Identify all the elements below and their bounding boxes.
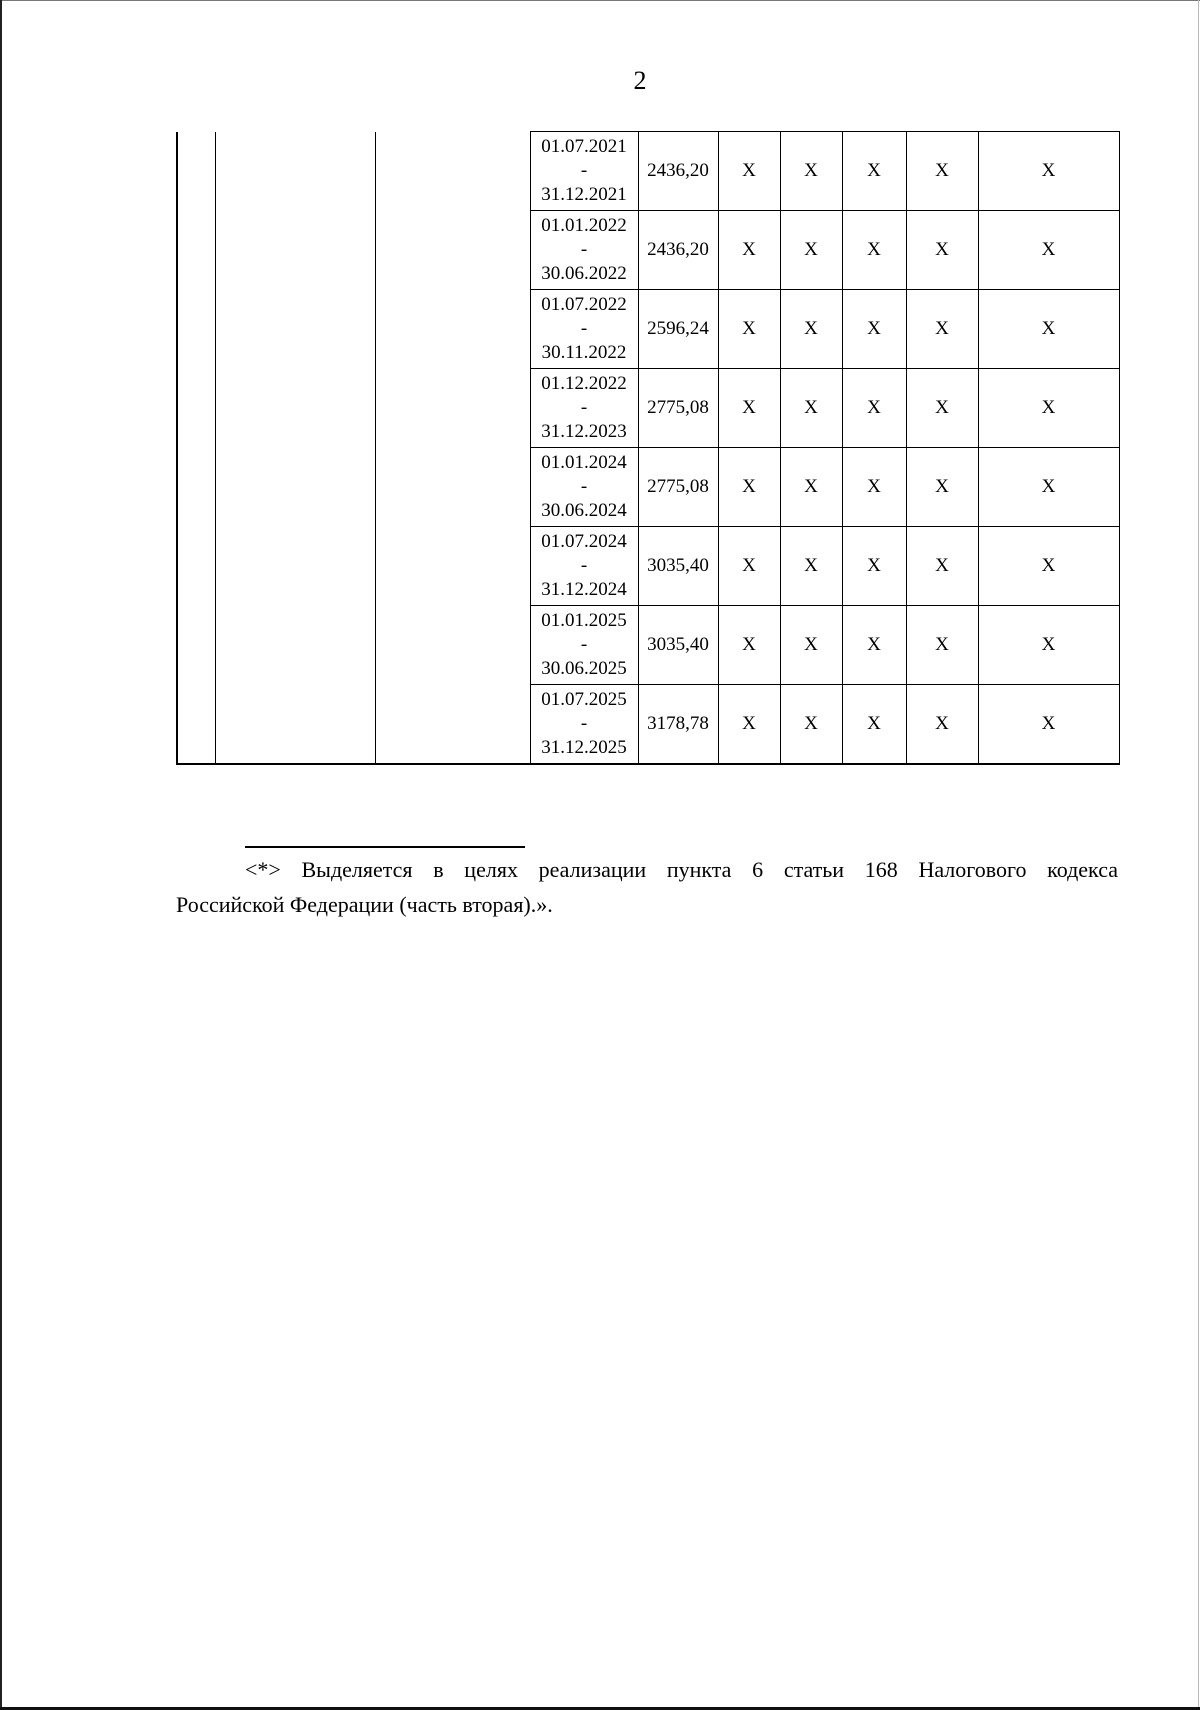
period-end: 30.06.2025 [541,658,627,679]
empty-cell [375,290,530,369]
x-mark-cell: X [906,290,978,369]
period-start: 01.01.2022 [541,215,627,236]
x-mark-cell: X [842,685,906,765]
sep: - [580,713,588,734]
sep: - [580,397,588,418]
x-mark-cell: X [842,211,906,290]
x-mark-cell: X [718,369,780,448]
period-cell [530,606,638,685]
table-row [177,606,1119,685]
x-mark-cell: X [718,132,780,211]
x-mark-cell: X [978,290,1119,369]
period-end: 31.12.2021 [541,184,627,205]
x-mark-cell: X [780,448,842,527]
x-mark-cell: X [906,369,978,448]
value-cell: 2596,24 [638,290,718,369]
scan-border-top [0,0,1200,1]
x-mark-cell: X [842,606,906,685]
sep: - [580,160,588,181]
x-mark-cell: X [780,132,842,211]
table-row [177,211,1119,290]
period-end: 31.12.2023 [541,421,627,442]
x-mark-cell: X [978,685,1119,765]
empty-cell [215,606,375,685]
x-mark-cell: X [906,211,978,290]
empty-cell [375,132,530,211]
footnote [176,852,1118,922]
scan-border-right [1198,0,1199,1710]
period-cell [530,448,638,527]
x-mark-cell: X [718,211,780,290]
x-mark-cell: X [842,290,906,369]
x-mark-cell: X [780,290,842,369]
x-mark-cell: X [906,448,978,527]
period-end: 30.06.2022 [541,263,627,284]
empty-cell [177,448,215,527]
period-cell [530,132,638,211]
table-row [177,527,1119,606]
empty-cell [177,290,215,369]
empty-cell [215,527,375,606]
empty-cell [177,211,215,290]
x-mark-cell: X [780,369,842,448]
empty-cell [215,369,375,448]
rates-table [176,131,1120,765]
period-start: 01.12.2022 [541,373,627,394]
period-cell [530,369,638,448]
x-mark-cell: X [842,527,906,606]
empty-cell [375,369,530,448]
period-end: 31.12.2025 [541,737,627,758]
value-cell: 3035,40 [638,527,718,606]
table-row [177,685,1119,765]
x-mark-cell: X [978,606,1119,685]
period-end: 30.06.2024 [541,500,627,521]
value-cell: 3178,78 [638,685,718,765]
period-cell [530,527,638,606]
value-cell: 2775,08 [638,448,718,527]
x-mark-cell: X [718,290,780,369]
empty-cell [215,685,375,765]
empty-cell [375,685,530,765]
x-mark-cell: X [978,448,1119,527]
table-body [177,132,1119,765]
x-mark-cell: X [780,527,842,606]
x-mark-cell: X [780,685,842,765]
period-cell [530,290,638,369]
x-mark-cell: X [906,685,978,765]
period-start: 01.07.2022 [541,294,627,315]
period-start: 01.07.2024 [541,531,627,552]
empty-cell [215,211,375,290]
table-row [177,290,1119,369]
x-mark-cell: X [978,527,1119,606]
empty-cell [177,685,215,765]
period-end: 31.12.2024 [541,579,627,600]
x-mark-cell: X [906,606,978,685]
x-mark-cell: X [718,527,780,606]
period-start: 01.07.2025 [541,689,627,710]
empty-cell [375,606,530,685]
sep: - [580,555,588,576]
x-mark-cell: X [718,448,780,527]
empty-cell [177,132,215,211]
period-start: 01.07.2021 [541,136,627,157]
footnote-rule [245,846,525,848]
period-start: 01.01.2024 [541,452,627,473]
x-mark-cell: X [978,132,1119,211]
value-cell: 2436,20 [638,132,718,211]
value-cell: 2775,08 [638,369,718,448]
page-number: 2 [633,66,647,95]
x-mark-cell: X [842,448,906,527]
empty-cell [215,132,375,211]
scan-border-left [0,0,2,1710]
x-mark-cell: X [780,211,842,290]
x-mark-cell: X [842,369,906,448]
empty-cell [177,527,215,606]
footnote-line-1: <*> Выделяется в целях реализации пункта 6 статьи 168 Налогового кодекса [245,857,1118,882]
x-mark-cell: X [906,527,978,606]
x-mark-cell: X [978,369,1119,448]
empty-cell [375,527,530,606]
x-mark-cell: X [780,606,842,685]
table-row [177,448,1119,527]
x-mark-cell: X [718,606,780,685]
sep: - [580,318,588,339]
x-mark-cell: X [842,132,906,211]
period-end: 30.11.2022 [541,342,627,363]
sep: - [580,239,588,260]
sep: - [580,634,588,655]
period-start: 01.01.2025 [541,610,627,631]
empty-cell [375,211,530,290]
table-row [177,369,1119,448]
value-cell: 3035,40 [638,606,718,685]
period-cell [530,211,638,290]
x-mark-cell: X [978,211,1119,290]
empty-cell [177,606,215,685]
empty-cell [375,448,530,527]
x-mark-cell: X [906,132,978,211]
footnote-line-2: Российской Федерации (часть вторая).». [176,892,553,917]
value-cell: 2436,20 [638,211,718,290]
empty-cell [177,369,215,448]
x-mark-cell: X [718,685,780,765]
table-row [177,132,1119,211]
empty-cell [215,290,375,369]
period-cell [530,685,638,765]
sep: - [580,476,588,497]
empty-cell [215,448,375,527]
